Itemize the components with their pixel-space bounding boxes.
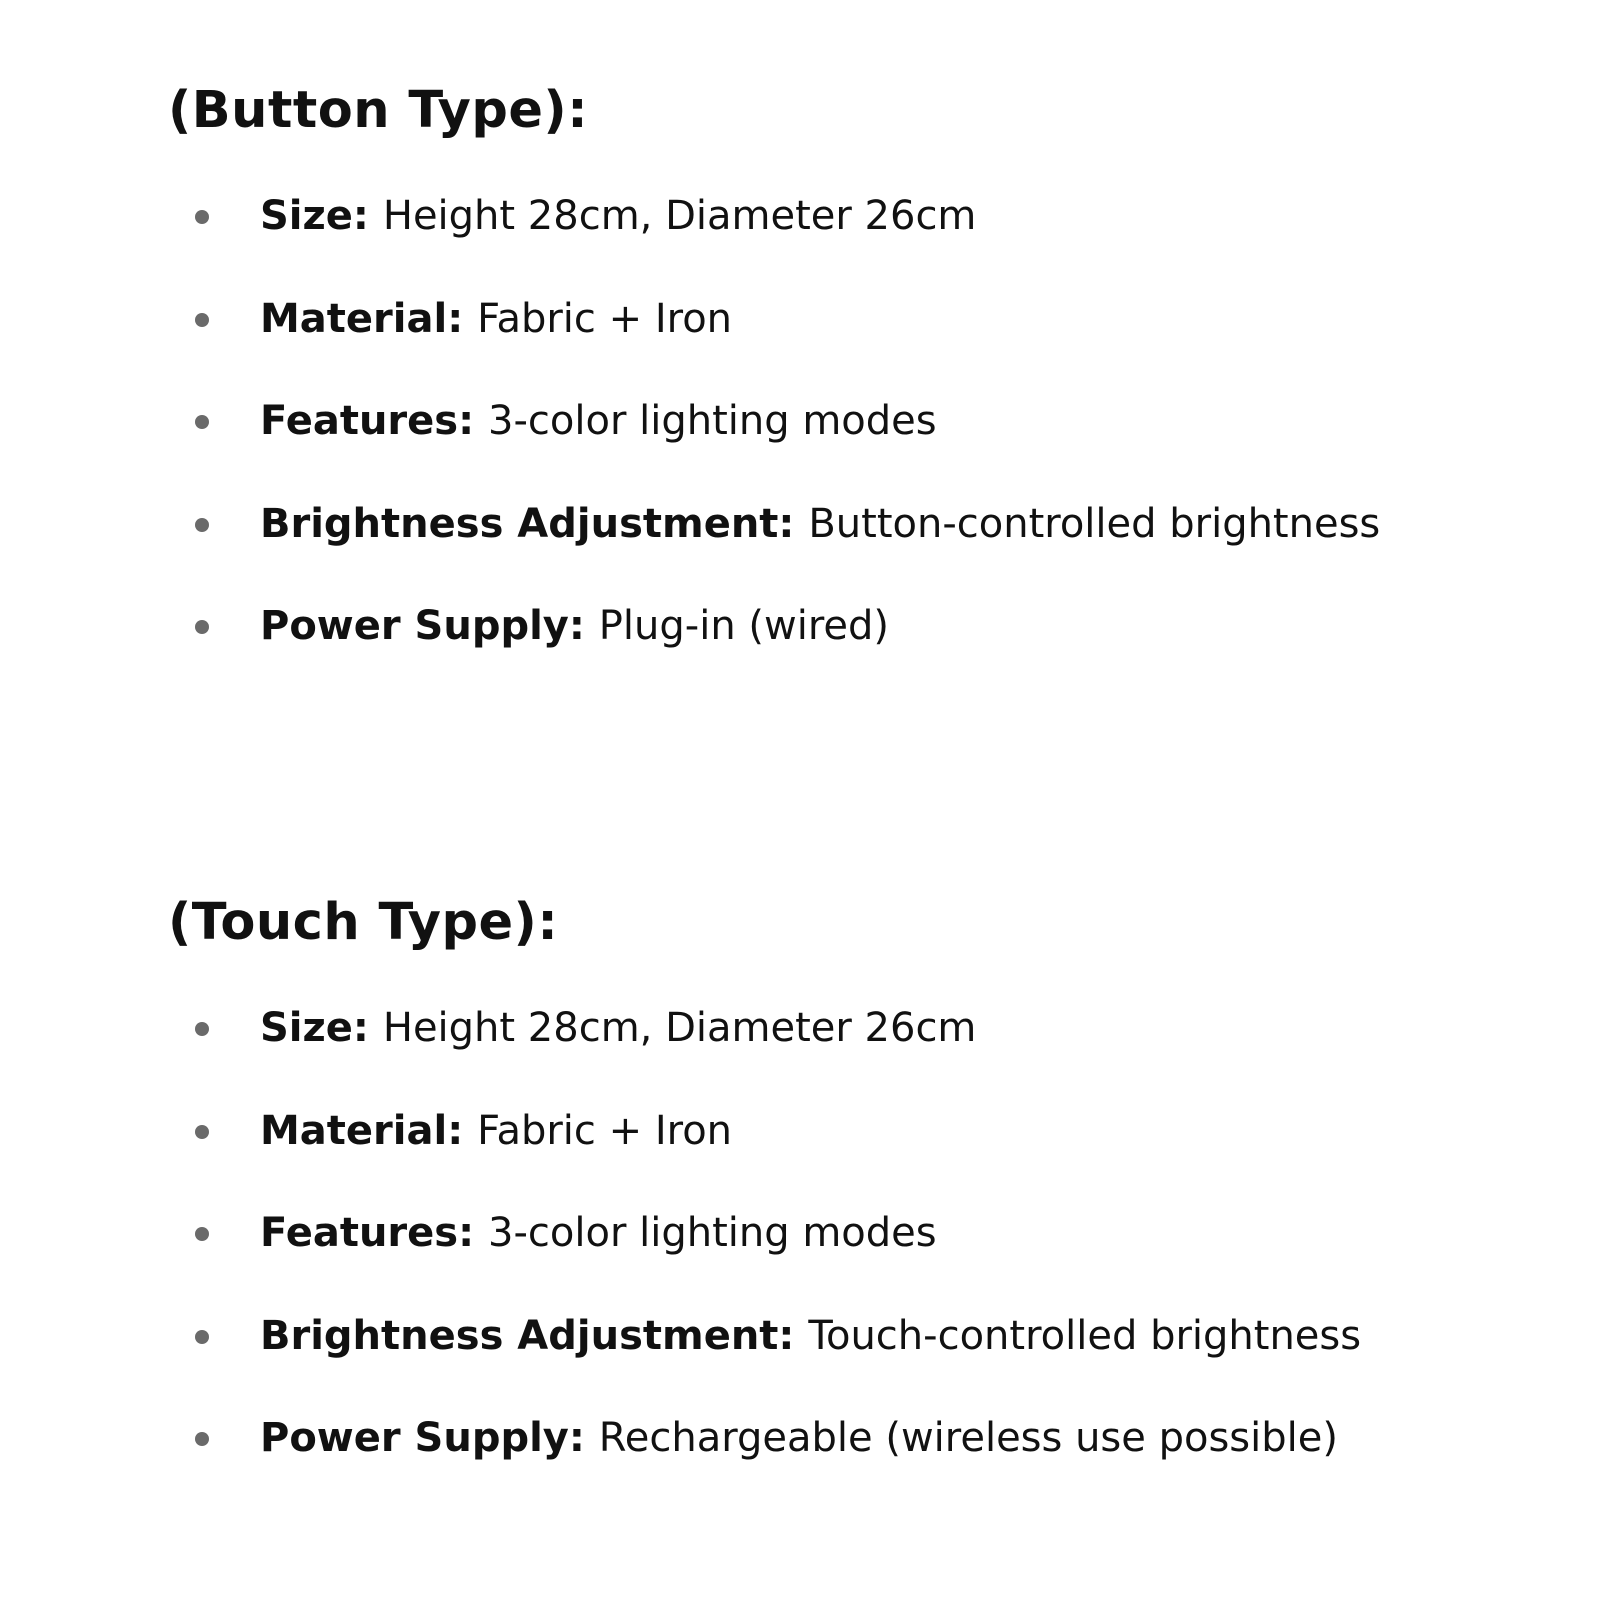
spec-item-material	[168, 1105, 1361, 1208]
spec-item-power	[168, 600, 1380, 703]
bullet-icon	[195, 1227, 209, 1241]
bullet-icon	[195, 415, 209, 429]
spec-value: Rechargeable (wireless use possible)	[598, 1415, 1338, 1461]
spec-value: Height 28cm, Diameter 26cm	[382, 193, 977, 239]
bullet-icon	[195, 210, 209, 224]
spec-list	[168, 1002, 1361, 1515]
bullet-icon	[195, 313, 209, 327]
spec-value: Button-controlled brightness	[808, 500, 1381, 547]
spec-item-brightness	[168, 498, 1380, 601]
spec-label: Features:	[260, 1210, 489, 1256]
touch-type-section	[168, 890, 1468, 1461]
spec-item-power	[168, 1412, 1361, 1515]
spec-item-features	[168, 1207, 1361, 1310]
spec-item-brightness	[168, 1310, 1361, 1413]
section-title: (Button Type):	[168, 81, 589, 140]
spec-value: 3-color lighting modes	[488, 1210, 937, 1256]
spec-value: Fabric + Iron	[477, 1107, 733, 1154]
spec-item-material	[168, 293, 1380, 396]
spec-item-features	[168, 395, 1380, 498]
spec-label: Brightness Adjustment:	[260, 1312, 809, 1359]
spec-label: Brightness Adjustment:	[260, 500, 809, 547]
spec-label: Material:	[260, 1107, 478, 1154]
spec-value: Height 28cm, Diameter 26cm	[382, 1005, 977, 1051]
bullet-icon	[195, 620, 209, 634]
spec-label: Power Supply:	[260, 603, 599, 649]
spec-label: Material:	[260, 295, 478, 342]
spec-item-size	[168, 190, 1380, 293]
spec-value: Fabric + Iron	[477, 295, 733, 342]
spec-value: 3-color lighting modes	[488, 398, 937, 444]
bullet-icon	[195, 1330, 209, 1344]
bullet-icon	[195, 1022, 209, 1036]
section-title: (Touch Type):	[168, 893, 559, 952]
bullet-icon	[195, 1125, 209, 1139]
spec-value: Plug-in (wired)	[598, 603, 889, 649]
spec-item-size	[168, 1002, 1361, 1105]
spec-value: Touch-controlled brightness	[808, 1312, 1362, 1359]
spec-label: Features:	[260, 398, 489, 444]
spec-label: Size:	[260, 1005, 383, 1051]
spec-label: Size:	[260, 193, 383, 239]
bullet-icon	[195, 518, 209, 532]
spec-label: Power Supply:	[260, 1415, 599, 1461]
button-type-section	[168, 78, 1468, 649]
spec-list	[168, 190, 1380, 703]
bullet-icon	[195, 1432, 209, 1446]
